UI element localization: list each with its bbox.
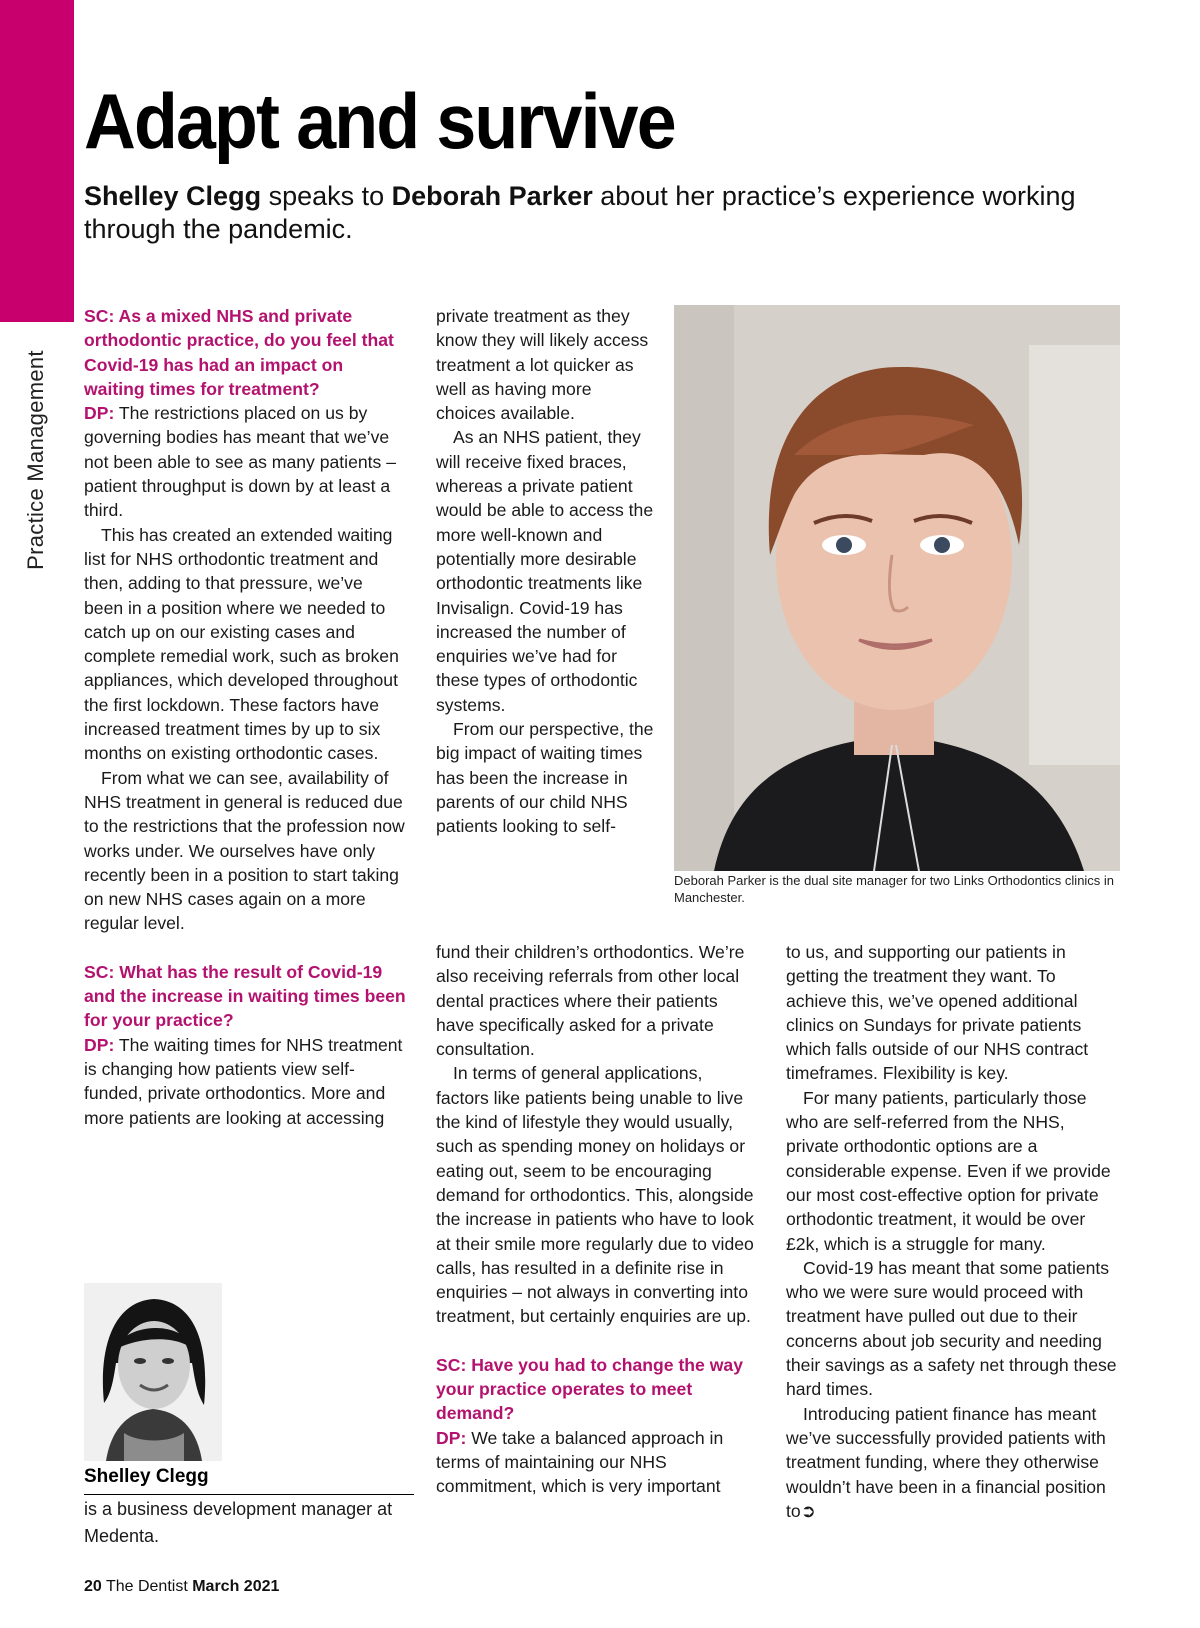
col3-paragraph-2: For many patients, particularly those who are self-referred from the NHS, private orthodontic options are a considerable expense. Even if we provide our most cost-effective option for private orthodontic treatment, it would be over £2k, which is a struggle for many.: [786, 1087, 1111, 1254]
col2-paragraph-3: From our perspective, the big impact of waiting times has been the increase in parents of our child NHS patients looking to self-: [436, 719, 654, 837]
standfirst-interviewee: Deborah Parker: [391, 181, 593, 211]
col2-lower-paragraph-2: In terms of general applications, factors like patients being unable to live the kind of lifestyle they would usually, such as spending money on holidays or eating out, seem to be encouraging demand for orthodontics. This, alongside the increase in patients who have to look at their smile more regularly due to video calls, has resulted in a definite rise in enquiries – not always in converting into treatment, but certainly enquiries are up.: [436, 1063, 754, 1327]
col2-paragraph-2: As an NHS patient, they will receive fixed braces, whereas a private patient would be able to access the more well-known and potentially more desirable orthodontic treatments like Invisalign. Covid-19 has increased the number of enquiries we’ve had for these types of orthodontic systems.: [436, 427, 654, 715]
answer-1-text: The restrictions placed on us by governing bodies has meant that we’ve not been able to see as many patients – patient throughput is down by at least a third.: [84, 403, 397, 521]
answer-2-paragraph-1: [84, 1033, 406, 1130]
section-label-text: Practice Management: [23, 350, 48, 570]
section-color-bar: [0, 0, 74, 322]
standfirst-text-1: speaks to: [261, 181, 392, 211]
col3-paragraph-1: to us, and supporting our patients in getting the treatment they want. To achieve this, we’ve opened additional clinics on Sundays for private patients which falls outside of our NHS contract timeframes. Flexibility is key.: [786, 942, 1089, 1084]
portrait-illustration: [674, 305, 1120, 871]
answer-1-paragraph-1: [84, 401, 406, 522]
author-divider: [84, 1494, 414, 1495]
headline: Adapt and survive: [84, 77, 675, 165]
answer-speaker-label: DP:: [84, 1034, 115, 1055]
article-column-3: [786, 940, 1120, 1523]
article-column-1: [84, 304, 406, 1130]
author-portrait-illustration: [84, 1283, 222, 1461]
answer-speaker-label: DP:: [436, 1427, 467, 1448]
shelley-clegg-photo: [84, 1283, 222, 1461]
page-footer: [84, 1578, 279, 1596]
question-2: SC: What has the result of Covid-19 and the increase in waiting times been for your practice?: [84, 961, 406, 1031]
question-1: SC: As a mixed NHS and private orthodontic practice, do you feel that Covid-19 has had an impact on waiting times for treatment?: [84, 306, 394, 399]
photo-caption: Deborah Parker is the dual site manager for two Links Orthodontics clinics in Manchester.: [674, 873, 1115, 905]
answer-1-paragraph-3: From what we can see, availability of NHS treatment in general is reduced due to the restrictions that the profession now works under. We ourselves have only recently been in a position to start taking on new NHS cases again on a more regular level.: [84, 767, 405, 934]
answer-speaker-label: DP:: [84, 403, 115, 424]
col2-lower-paragraph-1: fund their children’s orthodontics. We’re also receiving referrals from other local dental practices where their patients have specifically asked for a private consultation.: [436, 942, 745, 1060]
answer-3-paragraph-1: [436, 1426, 760, 1499]
article-column-2-lower: [436, 940, 760, 1499]
answer-3-text: We take a balanced approach in terms of maintaining our NHS commitment, which is very important: [436, 1427, 724, 1497]
paragraph-gap: [84, 936, 406, 960]
standfirst-text-2: about her practice’s experience working through the pandemic.: [84, 181, 1076, 244]
issue-date: March 2021: [192, 1578, 280, 1595]
magazine-name: The Dentist: [105, 1578, 188, 1595]
article-column-2-upper: [436, 304, 654, 839]
author-name: Shelley Clegg: [84, 1466, 209, 1487]
col3-paragraph-4-text: Introducing patient finance has meant we’ve successfully provided patients with treatment funding, where they otherwise wouldn’t have been in a financial position to: [786, 1403, 1106, 1521]
answer-1-paragraph-2: This has created an extended waiting list for NHS orthodontic treatment and then, adding to that pressure, we’ve been in a position where we needed to catch up on our existing cases and complete remedial work, such as broken appliances, which developed throughout the first lockdown. These factors have increased treatment times by up to six months on existing orthodontic cases.: [84, 524, 399, 764]
col2-paragraph-1: private treatment as they know they will likely access treatment a lot quicker as well as having more choices available.: [436, 306, 649, 424]
author-bio: is a business development manager at Medenta.: [84, 1499, 393, 1546]
paragraph-gap: [436, 1329, 760, 1353]
col3-paragraph-3: Covid-19 has meant that some patients who we were sure would proceed with treatment have pulled out due to their concerns about job security and needing their savings as a safety net through these hard times.: [786, 1257, 1117, 1400]
deborah-parker-photo: [674, 305, 1120, 871]
page-number: 20: [84, 1578, 102, 1595]
continue-arrow-icon: ➲: [800, 1500, 816, 1521]
standfirst: [84, 180, 1084, 246]
standfirst-interviewer: Shelley Clegg: [84, 181, 262, 211]
col3-paragraph-4: [786, 1402, 1120, 1523]
question-3: SC: Have you had to change the way your practice operates to meet demand?: [436, 1354, 743, 1424]
answer-2-text: The waiting times for NHS treatment is changing how patients view self-funded, private orthodontics. More and more patients are looking at accessing: [84, 1034, 403, 1128]
